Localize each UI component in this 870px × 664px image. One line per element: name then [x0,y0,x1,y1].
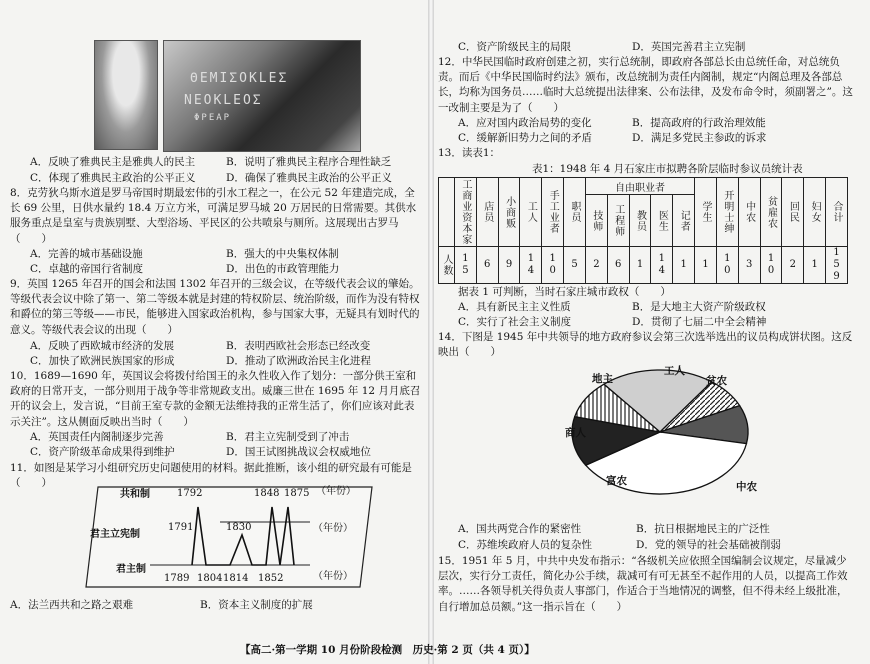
table-header: 小商贩 [498,178,520,247]
statue-bust-photo [94,40,158,150]
year-label-bottom: （年份） [313,571,353,582]
year-1814: 1814 [223,573,249,584]
pie-label-poor-peasant: 贫农 [706,375,727,387]
table-group-header: 自由职业者 [585,178,694,195]
q9-option-a[interactable]: A．反映了西欧城市经济的发展 [30,340,175,352]
table-header: 回民 [782,178,804,247]
q12-option-d[interactable]: D．满足多党民主参政的诉求 [632,132,767,144]
table-cell: 5 [564,247,586,284]
q11-option-a[interactable]: A．法兰西共和之路之艰难 [10,599,134,611]
table-cell: 6 [476,247,498,284]
q13-option-a[interactable]: A．具有新民主主义性质 [458,301,571,313]
table-header: 手工业者 [542,178,564,247]
year-label-top: （年份） [316,486,356,497]
table-row-label: 人数 [439,247,455,284]
table-cell: 1 [695,247,717,284]
table-cell: 1 [629,247,651,284]
pie-label-middle-peasant: 中农 [736,481,757,493]
page-footer: 【高二·第一学期 10 月份阶段检测 历史·第 2 页（共 4 页）】 [240,644,535,656]
table-caption: 表1：1948 年 4 月石家庄市拟聘各阶层临时参议员统计表 [532,163,803,175]
council-table [438,177,848,284]
q8-stem: 8．克劳狄乌斯水道是罗马帝国时期最宏伟的引水工程之一，在公元 52 年建造完成，全长 69 公里，日供水量约 18.4 万立方米，可满足罗马城 20 万居民的日常需要。其供水服务重点是皇室与贵族别墅、大型浴场、平民区的公共喷泉与厕所。这展现出古罗马（ ） [10,187,417,245]
table-cell: 1 [804,247,826,284]
table-cell: 6 [607,247,629,284]
year-1804: 1804 [197,573,223,584]
q11-stem: 11．如图是某学习小组研究历史问题使用的材料。据此推断，该小组的研究最有可能是（ ） [10,462,412,490]
q14-option-d[interactable]: D．党的领导的社会基础被削弱 [636,539,781,551]
q15-stem: 15．1951 年 5 月，中共中央发布指示：“各级机关应依照全国编制会议规定，尽量减少层次，实行分工责任，简化办公手续，裁减可有可无甚至不起作用的人员，以提高工作效率。……各领导机关得负责人事部门，作适合于当地情况的调整，但不得未经上级批准，自行增加总员额。”这一指示旨在（ ） [438,555,848,613]
table-cell: 14 [651,247,673,284]
table-header: 教员 [629,195,651,247]
q7-option-b[interactable]: B．说明了雅典民主程序合理性缺乏 [226,156,392,168]
q8-option-a[interactable]: A．完善的城市基础设施 [30,248,143,260]
pie-label-worker: 工人 [664,365,685,377]
table-header: 合计 [826,178,848,247]
q8-option-d[interactable]: D．出色的市政管理能力 [226,263,340,275]
q13-option-d[interactable]: D．贯彻了七届二中全会精神 [632,316,767,328]
year-label-mid: （年份） [313,523,353,534]
q11-option-b[interactable]: B．资本主义制度的扩展 [200,599,313,611]
table-header: 学生 [695,178,717,247]
table-corner [439,178,455,247]
table-cell: 3 [738,247,760,284]
table-header: 妇女 [804,178,826,247]
q10-stem: 10．1689—1690 年，英国议会将拨付给国王的永久性收入作了划分：一部分供王室和政府的日常开支，一部分则用于战争等非常规政支出。威廉三世在 1695 年 12 月月底召开的议会上，发言说，“目前王室专款的金额无法维持我的正常生活了，你们应该对此表示关注”。这从侧面反映出当时（ ） [10,370,421,428]
q7-option-a[interactable]: A．反映了雅典民主是雅典人的民主 [30,156,196,168]
q14-option-c[interactable]: C．苏维埃政府人员的复杂性 [458,539,593,551]
table-header: 技师 [585,195,607,247]
year-1848: 1848 [254,488,280,499]
table-header: 店员 [476,178,498,247]
year-1791: 1791 [168,522,194,533]
q14-option-a[interactable]: A．国共两党合作的紧密性 [458,523,582,535]
q10-option-d[interactable]: D．国王试图挑战议会权威地位 [226,446,371,458]
table-header: 中农 [738,178,760,247]
table-header: 贫雇农 [760,178,782,247]
ostracon-photo: ΘEMIΣOKLEΣ NEOKLEOΣ ΦPEAP [163,40,361,152]
pie-label-rich-peasant: 富农 [606,475,627,487]
table-cell: 159 [826,247,848,284]
composition-pie-chart [560,360,760,500]
table-header: 工程师 [607,195,629,247]
table-cell: 10 [716,247,738,284]
table-header: 职员 [564,178,586,247]
table-cell: 2 [585,247,607,284]
pie-label-merchant: 商人 [565,427,586,439]
q11-option-c[interactable]: C．资产阶级民主的局限 [458,41,572,53]
q13-option-c[interactable]: C．实行了社会主义制度 [458,316,572,328]
year-1789: 1789 [164,573,190,584]
q13-after: 据表 1 可判断，当时石家庄城市政权（ ） [458,286,671,298]
q12-option-b[interactable]: B．提高政府的行政治理效能 [632,117,766,129]
q9-option-c[interactable]: C．加快了欧洲民族国家的形成 [30,355,175,367]
q9-option-b[interactable]: B．表明西欧社会形态已经改变 [226,340,371,352]
table-header: 开明士绅 [716,178,738,247]
row-label-constitutional: 君主立宪制 [90,529,140,540]
q12-stem: 12．中华民国临时政府创建之初，实行总统制，即政府各部总长由总统任命，对总统负责。而后《中华民国临时约法》颁布，改总统制为责任内阁制，规定“内阁总理及各部总长，均称为国务员……临时大总统提出法律案、公布法律，及发布命令时，须副署之”。这一改制主要是为了（ ） [438,56,853,114]
table-header: 医生 [651,195,673,247]
table-cell: 2 [782,247,804,284]
table-header: 工人 [520,178,542,247]
table-cell: 15 [455,247,477,284]
q10-option-b[interactable]: B．君主立宪制受到了冲击 [226,431,350,443]
q12-option-a[interactable]: A．应对国内政治局势的变化 [458,117,592,129]
table-cell: 14 [520,247,542,284]
q8-option-c[interactable]: C．卓越的帝国行省制度 [30,263,144,275]
row-label-monarchy: 君主制 [116,564,146,575]
table-header: 工商业资本家 [455,178,477,247]
table-header: 记者 [673,195,695,247]
table-cell: 10 [760,247,782,284]
row-label-republic: 共和制 [120,489,150,500]
table-cell: 10 [542,247,564,284]
page-fold [428,0,434,664]
table-cell: 9 [498,247,520,284]
table-cell: 1 [673,247,695,284]
q14-stem: 14．下图是 1945 年中共领导的地方政府参议会第三次选举选出的议员构成饼状图。这反映出（ ） [438,331,853,359]
q9-option-d[interactable]: D．推动了欧洲政治民主化进程 [226,355,371,367]
q11-option-d[interactable]: D．英国完善君主立宪制 [632,41,746,53]
q8-option-b[interactable]: B．强大的中央集权体制 [226,248,339,260]
q9-stem: 9．英国 1265 年召开的国会和法国 1302 年召开的三级会议，在等级代表会议的肇始。等级代表会议中除了第一、第二等级本就是封建的特权阶层、统治阶级，而作为没有特权和爵位的第三等级——市民，能够进入国家政治机构，参与国家大事，无疑具有划时代的意义。等级代表会议的出现（ ） [10,278,420,336]
q10-option-c[interactable]: C．资产阶级革命成果得到维护 [30,446,175,458]
q12-option-c[interactable]: C．缓解新旧势力之间的矛盾 [458,132,593,144]
year-1852: 1852 [258,573,284,584]
q7-option-c[interactable]: C．体现了雅典民主政治的公平正义 [30,172,196,184]
pie-label-landlord: 地主 [592,373,613,385]
year-1875: 1875 [284,488,310,499]
year-1830: 1830 [226,522,252,533]
q14-option-b[interactable]: B．抗日根据地民主的广泛性 [636,523,770,535]
q10-option-a[interactable]: A．英国责任内阁制逐步完善 [30,431,164,443]
q7-option-d[interactable]: D．确保了雅典民主政治的公平正义 [226,172,392,184]
q13-stem: 13．读表1： [438,147,501,159]
year-1792: 1792 [177,488,203,499]
q13-option-b[interactable]: B．是大地主大资产阶级政权 [632,301,766,313]
